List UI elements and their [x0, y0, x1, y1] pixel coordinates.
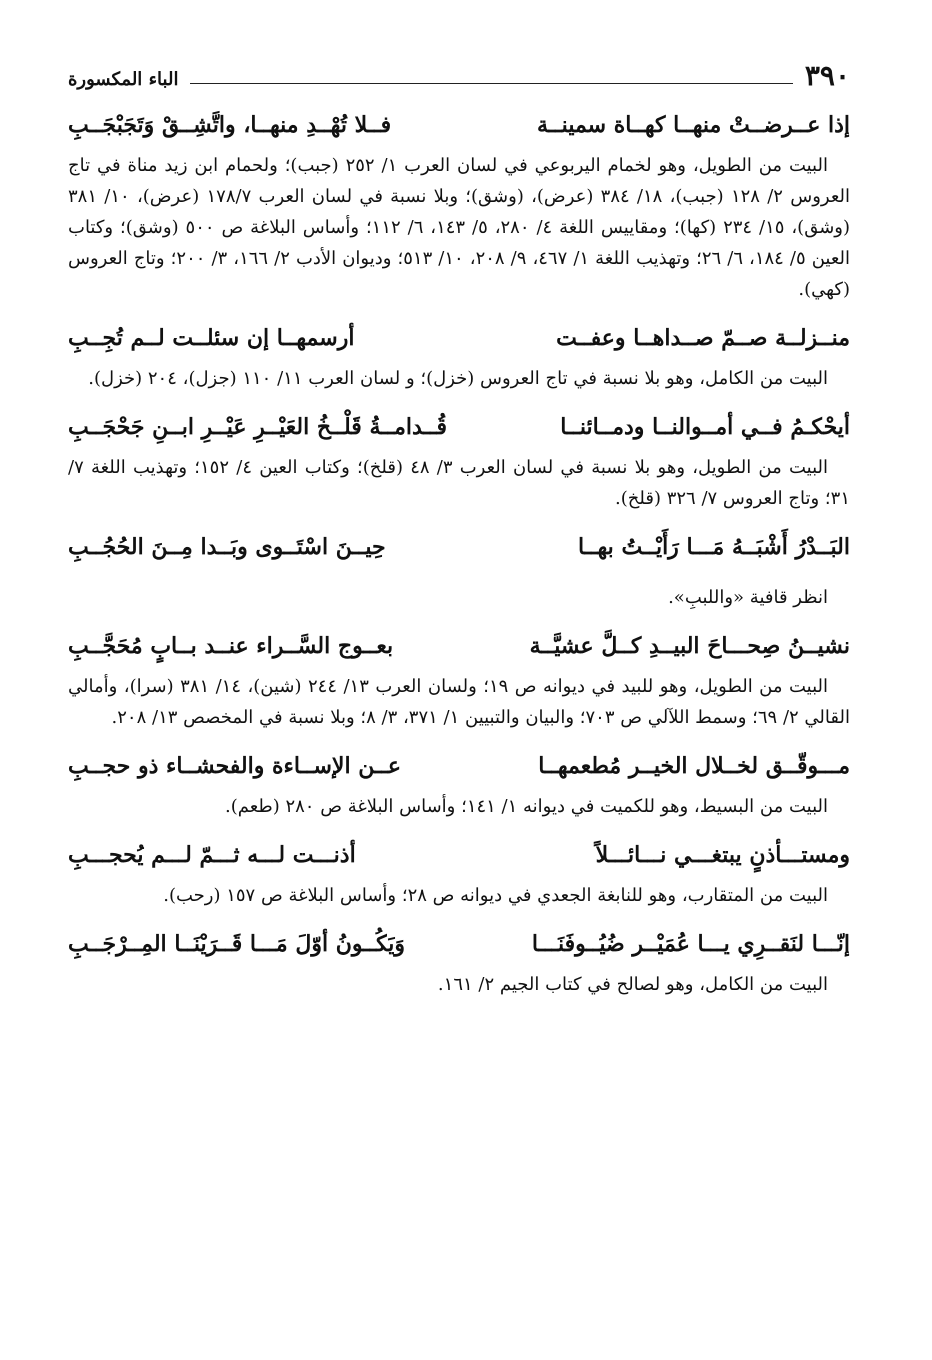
first-hemistich: إذا عــرضــتْ منهــا كهــاة سمينــة	[537, 112, 850, 138]
first-hemistich: منــزلــة صــمّ صــداهــا وعفــت	[556, 325, 850, 351]
source-note: البيت من الطويل، وهو لخمام اليربوعي في لسان العرب ١/ ٢٥٢ (جبب)؛ ولحمام ابن زيد مناة في تاج العروس ٢/ ١٢٨ (جبب)، ١٨/ ٣٨٤ (عرض)، (وشق)؛ وبلا نسبة في لسان العرب ١٧٨/٧ (عرض)، ١٠/ ٣٨١ (وشق)، ١٥/ ٢٣٤ (كها)؛ ومقاييس اللغة ٤/ ٢٨٠، ٥/ ١٤٣، ٦/ ١١٢؛ وأساس البلاغة ص ٥٠٠ (وشق)؛ وكتاب العين ٥/ ١٨٤، ٦/ ٢٦؛ وتهذيب اللغة ١/ ٤٦٧، ٩/ ٢٠٨، ١٠/ ٥١٣؛ وديوان الأدب ٢/ ١٦٦، ٣/ ٢٠٠؛ وتاج العروس (كهي).	[68, 155, 851, 300]
first-hemistich: ومستـــأذنٍ يبتغـــي نـــائـــلاً	[595, 842, 850, 868]
first-hemistich: نشيــنُ صِحـــاحَ البيــدِ كــلَّ عشيَّــة	[529, 633, 850, 659]
verse-line	[68, 830, 850, 880]
first-hemistich: أيحْكـمُ فــي أمــوالنــا ودمــائنــا	[560, 414, 850, 440]
page-number: ٣٩٠	[804, 59, 850, 92]
second-hemistich: عــن الإســاءة والفحشــاء ذو حجــبِ	[68, 753, 402, 779]
second-hemistich: فــلا تُهْــدِ منهــا، واتَّشِــقْ وَتَجَبْجَــبِ	[68, 112, 392, 138]
verse-line	[68, 919, 850, 969]
cross-reference-note: انظر قافية «واللببِ».	[668, 587, 828, 608]
first-hemistich: مـــوقّــق لخــلال الخيــر مُطعمهــا	[538, 753, 850, 779]
page-header	[68, 50, 850, 90]
source-note: البيت من الكامل، وهو لصالح في كتاب الجيم ٢/ ١٦١.	[437, 974, 828, 995]
second-hemistich: أذنـــت لـــه ثـــمّ لـــم يُحجـــبِ	[68, 842, 356, 868]
second-hemistich: حِيــنَ اسْتَــوى وبَــدا مِــنَ الحُجُــبِ	[68, 534, 386, 560]
verse-line	[68, 313, 850, 363]
verse-line	[68, 402, 850, 452]
first-hemistich: البَــدْرُ أَشْبَــهُ مَـــا رَأَيْــتُ بهــا	[577, 534, 850, 560]
verse-line	[68, 621, 850, 671]
poetry-entries	[68, 100, 850, 1008]
source-note: البيت من الطويل، وهو بلا نسبة في لسان العرب ٣/ ٤٨ (قلخ)؛ وكتاب العين ٤/ ١٥٢؛ وتهذيب اللغة ٧/ ٣١؛ وتاج العروس ٧/ ٣٢٦ (قلخ).	[68, 457, 850, 509]
verse-line	[68, 522, 850, 572]
header-rule	[190, 83, 792, 84]
source-note: البيت من الطويل، وهو للبيد في ديوانه ص ١٩؛ ولسان العرب ١٣/ ٢٤٤ (شين)، ١٤/ ٣٨١ (سرا)، وأمالي القالي ٢/ ٦٩؛ وسمط اللآلي ص ٧٠٣؛ والبيان والتبيين ١/ ٣٧١، ٣/ ٨؛ وبلا نسبة في المخصص ١٣/ ٢٠٨.	[68, 676, 850, 728]
entry-2	[68, 313, 850, 394]
source-note: البيت من البسيط، وهو للكميت في ديوانه ١/ ١٤١؛ وأساس البلاغة ص ٢٨٠ (طعم).	[224, 796, 828, 817]
entry-1	[68, 100, 850, 305]
second-hemistich: أرسمهــا إن سئلــت لــم تُجِــبِ	[68, 325, 355, 351]
second-hemistich: وَيَكُــونُ أوّلَ مَـــا قَــرَيْنَــا المِــرْجَــبِ	[68, 931, 406, 957]
verse-line	[68, 100, 850, 150]
entry-7	[68, 830, 850, 911]
entry-3	[68, 402, 850, 514]
running-title: الباء المكسورة	[68, 69, 179, 90]
verse-line	[68, 741, 850, 791]
first-hemistich: إنّـــا لنَقــرِي يـــا عُمَيْــر ضُيُــوفَنَـــا	[531, 931, 850, 957]
entry-6	[68, 741, 850, 822]
source-note: البيت من الكامل، وهو بلا نسبة في تاج العروس (خزل)؛ و لسان العرب ١١/ ١١٠ (جزل)، ٢٠٤ (خزل).	[88, 368, 828, 389]
second-hemistich: قُــدامــةُ قَلْــخُ العَيْــرِ عَيْــرِ ابــنِ جَحْجَــبِ	[68, 414, 447, 440]
entry-8	[68, 919, 850, 1000]
entry-4	[68, 522, 850, 613]
source-note: البيت من المتقارب، وهو للنابغة الجعدي في ديوانه ص ٢٨؛ وأساس البلاغة ص ١٥٧ (رحب).	[163, 885, 828, 906]
entry-5	[68, 621, 850, 733]
second-hemistich: بعــوج السَّــراء عنــد بــابٍ مُحَجَّــبِ	[68, 633, 394, 659]
